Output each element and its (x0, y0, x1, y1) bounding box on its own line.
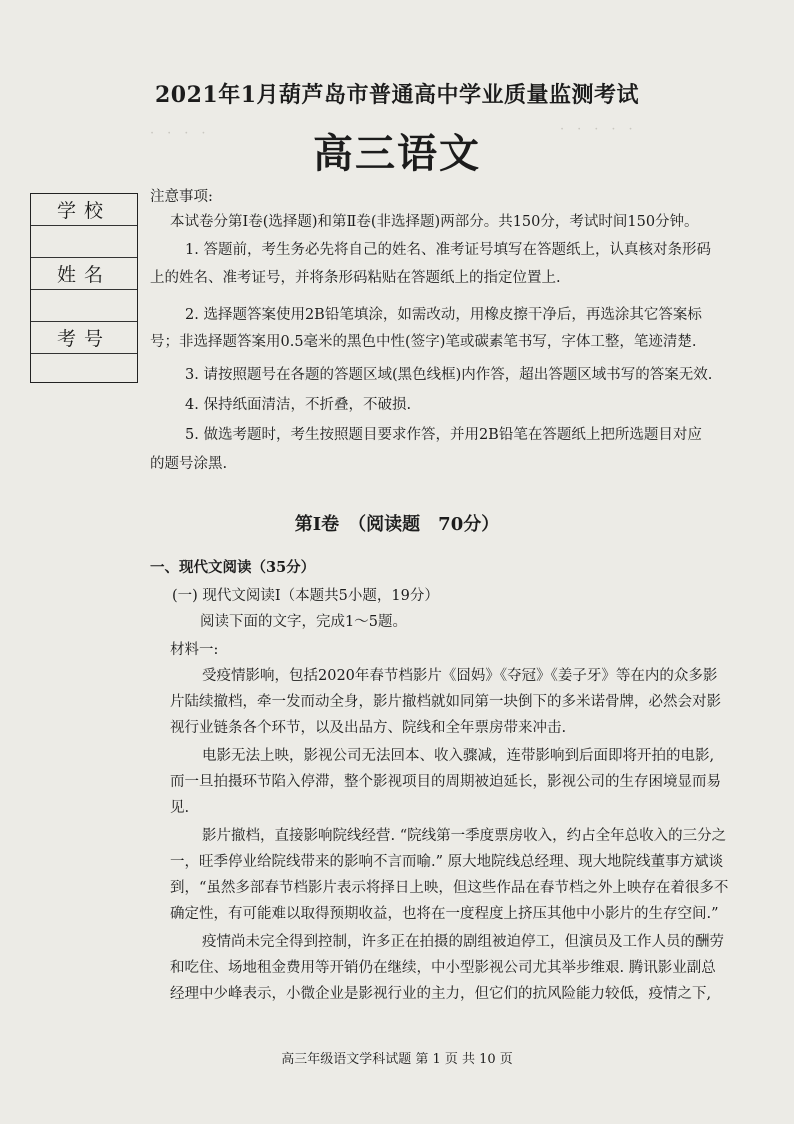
part-heading: 一、现代文阅读（35分） (150, 559, 316, 576)
passage-line: 一，旺季停业给院线带来的影响不言而喻.” 原大地院线总经理、现大地院线董事方斌谈 (170, 854, 724, 870)
passage-line: 而一旦拍摄环节陷入停滞，整个影视项目的周期被迫延长，影视公司的生存困境显而易 (170, 774, 721, 790)
notice-item-2b: 号；非选择题答案用0.5毫米的黑色中性(签字)笔或碳素笔书写，字体工整，笔迹清楚. (150, 334, 697, 350)
passage-line: 片陆续撤档，牵一发而动全身，影片撤档就如同第一块倒下的多米诺骨牌，必然会对影 (170, 694, 721, 710)
notice-item-5a: 5. 做选考题时，考生按照题目要求作答，并用2B铅笔在答题纸上把所选题目对应 (185, 427, 702, 443)
notice-heading: 注意事项: (150, 189, 213, 205)
notice-item-5b: 的题号涂黑. (150, 456, 228, 472)
notice-item-2a: 2. 选择题答案使用2B铅笔填涂，如需改动，用橡皮擦干净后，再选涂其它答案标 (185, 307, 702, 323)
passage-line: 疫情尚未完全得到控制，许多正在拍摄的剧组被迫停工，但演员及工作人员的酬劳 (202, 934, 724, 950)
bleed-through-text: · · · · · (560, 122, 633, 137)
school-field (31, 226, 137, 258)
material-label: 材料一: (170, 642, 219, 658)
reading-instruction: 阅读下面的文字，完成1～5题。 (200, 614, 407, 630)
exam-title: 2021年1月葫芦岛市普通高中学业质量监测考试 (154, 82, 640, 108)
passage-line: 见. (170, 800, 190, 816)
notice-item-3: 3. 请按照题号在各题的答题区域(黑色线框)内作答，超出答题区域书写的答案无效. (185, 367, 713, 383)
subject-title: 高三语文 (313, 130, 481, 177)
student-info-box (30, 193, 138, 383)
id-label: 考号 (31, 322, 137, 354)
passage-line: 和吃住、场地租金费用等开销仍在继续，中小型影视公司尤其举步维艰. 腾讯影业副总 (170, 960, 716, 976)
id-field (31, 354, 137, 385)
notice-item-4: 4. 保持纸面清洁，不折叠，不破损. (185, 397, 412, 413)
page-footer: 高三年级语文学科试题 第 1 页 共 10 页 (281, 1052, 513, 1067)
passage-line: 电影无法上映，影视公司无法回本、收入骤减，连带影响到后面即将开拍的电影, (202, 748, 715, 764)
subpart-heading: (一) 现代文阅读Ⅰ（本题共5小题，19分） (172, 588, 439, 604)
notice-item-1b: 上的姓名、准考证号，并将条形码粘贴在答题纸上的指定位置上. (150, 270, 561, 286)
passage-line: 确定性，有可能难以取得预期收益，也将在一度程度上挤压其他中小影片的生存空间.” (170, 906, 719, 922)
name-field (31, 290, 137, 322)
passage-line: 受疫情影响，包括2020年春节档影片《囧妈》《夺冠》《姜子牙》等在内的众多影 (202, 668, 718, 684)
school-label: 学校 (31, 194, 137, 226)
passage-line: 到，“虽然多部春节档影片表示将择日上映，但这些作品在春节档之外上映存在着很多不 (170, 880, 729, 896)
passage-line: 经理中少峰表示，小微企业是影视行业的主力，但它们的抗风险能力较低，疫情之下, (170, 986, 712, 1002)
notice-item-1a: 1. 答题前，考生务必先将自己的姓名、准考证号填写在答题纸上，认真核对条形码 (185, 242, 711, 258)
passage-line: 影片撤档，直接影响院线经营. “院线第一季度票房收入，约占全年总收入的三分之 (202, 828, 727, 844)
notice-intro: 本试卷分第Ⅰ卷(选择题)和第Ⅱ卷(非选择题)两部分。共150分，考试时间150分钟。 (170, 214, 699, 230)
section-heading: 第Ⅰ卷 （阅读题 70分） (294, 514, 500, 535)
passage-line: 视行业链条各个环节，以及出品方、院线和全年票房带来冲击. (170, 720, 567, 736)
name-label: 姓名 (31, 258, 137, 290)
bleed-through-text: · · · · (150, 126, 206, 141)
